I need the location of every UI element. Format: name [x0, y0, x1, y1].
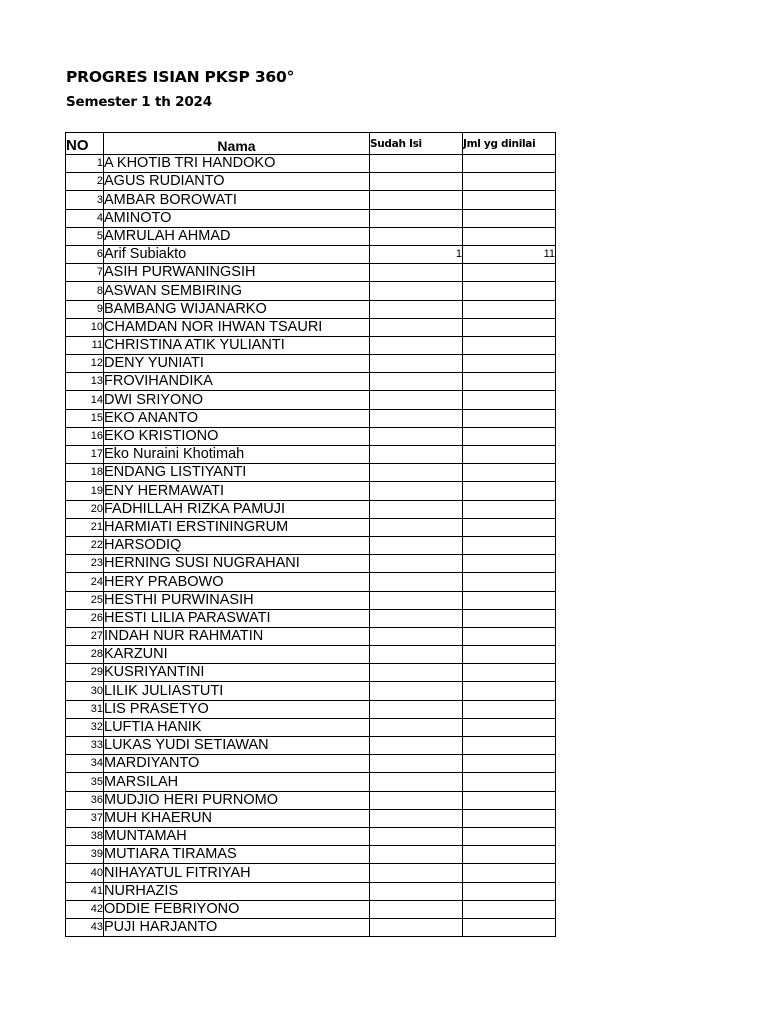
row-sudah-isi-cell[interactable]	[370, 409, 463, 427]
row-sudah-isi-cell[interactable]	[370, 809, 463, 827]
row-sudah-isi-cell[interactable]	[370, 446, 463, 464]
row-jml-dinilai-cell[interactable]	[463, 555, 556, 573]
row-name-cell[interactable]: AMRULAH AHMAD	[104, 227, 370, 245]
row-name-cell[interactable]: AMBAR BOROWATI	[104, 191, 370, 209]
row-number-cell[interactable]: 29	[66, 664, 104, 682]
row-sudah-isi-cell[interactable]	[370, 300, 463, 318]
row-number-cell[interactable]: 40	[66, 864, 104, 882]
row-number-cell[interactable]: 14	[66, 391, 104, 409]
row-name-cell[interactable]: Eko Nuraini Khotimah	[104, 446, 370, 464]
row-sudah-isi-cell[interactable]	[370, 682, 463, 700]
row-sudah-isi-cell[interactable]	[370, 155, 463, 173]
document-subtitle: Semester 1 th 2024	[66, 94, 212, 110]
row-name-cell[interactable]: FROVIHANDIKA	[104, 373, 370, 391]
row-name-cell[interactable]: KUSRIYANTINI	[104, 664, 370, 682]
row-jml-dinilai-cell[interactable]	[463, 791, 556, 809]
table-row	[66, 555, 556, 573]
table-row	[66, 318, 556, 336]
row-jml-dinilai-cell[interactable]	[463, 518, 556, 536]
row-jml-dinilai-cell[interactable]	[463, 227, 556, 245]
row-number-cell[interactable]: 21	[66, 518, 104, 536]
row-number-cell[interactable]: 25	[66, 591, 104, 609]
row-name-cell[interactable]: HARMIATI ERSTININGRUM	[104, 518, 370, 536]
row-name-cell[interactable]: NURHAZIS	[104, 882, 370, 900]
row-number-cell[interactable]: 19	[66, 482, 104, 500]
row-jml-dinilai-cell[interactable]	[463, 609, 556, 627]
table-row	[66, 700, 556, 718]
table-row	[66, 809, 556, 827]
row-name-cell[interactable]: AMINOTO	[104, 209, 370, 227]
row-number-cell[interactable]: 17	[66, 446, 104, 464]
row-name-cell[interactable]: MUDJIO HERI PURNOMO	[104, 791, 370, 809]
row-jml-dinilai-cell[interactable]	[463, 773, 556, 791]
row-name-cell[interactable]: PUJI HARJANTO	[104, 918, 370, 936]
row-number-cell[interactable]: 8	[66, 282, 104, 300]
table-row	[66, 591, 556, 609]
table-row	[66, 227, 556, 245]
row-jml-dinilai-cell[interactable]	[463, 846, 556, 864]
table-row	[66, 300, 556, 318]
row-sudah-isi-cell[interactable]	[370, 718, 463, 736]
row-sudah-isi-cell[interactable]	[370, 191, 463, 209]
table-row	[66, 536, 556, 554]
row-sudah-isi-cell[interactable]	[370, 646, 463, 664]
row-name-cell[interactable]: MARDIYANTO	[104, 755, 370, 773]
row-jml-dinilai-cell[interactable]	[463, 427, 556, 445]
document-title: PROGRES ISIAN PKSP 360°	[66, 68, 295, 86]
row-jml-dinilai-cell[interactable]	[463, 864, 556, 882]
row-number-cell[interactable]: 34	[66, 755, 104, 773]
row-name-cell[interactable]: CHRISTINA ATIK YULIANTI	[104, 336, 370, 354]
row-sudah-isi-cell[interactable]	[370, 518, 463, 536]
row-number-cell[interactable]: 5	[66, 227, 104, 245]
row-name-cell[interactable]: Arif Subiakto	[104, 245, 370, 263]
row-number-cell[interactable]: 16	[66, 427, 104, 445]
header-sudah-isi: Sudah Isi	[370, 133, 463, 155]
row-sudah-isi-cell[interactable]	[370, 882, 463, 900]
row-sudah-isi-cell[interactable]	[370, 791, 463, 809]
header-no: NO	[66, 133, 104, 155]
row-name-cell[interactable]: ODDIE FEBRIYONO	[104, 900, 370, 918]
row-sudah-isi-cell[interactable]	[370, 900, 463, 918]
table-row	[66, 173, 556, 191]
table-row	[66, 609, 556, 627]
row-number-cell[interactable]: 11	[66, 336, 104, 354]
row-jml-dinilai-cell[interactable]	[463, 300, 556, 318]
row-number-cell[interactable]: 31	[66, 700, 104, 718]
row-name-cell[interactable]: LILIK JULIASTUTI	[104, 682, 370, 700]
row-number-cell[interactable]: 15	[66, 409, 104, 427]
row-jml-dinilai-cell[interactable]	[463, 646, 556, 664]
table-row	[66, 482, 556, 500]
header-nama: Nama	[104, 133, 370, 155]
row-jml-dinilai-cell[interactable]	[463, 409, 556, 427]
row-jml-dinilai-cell[interactable]	[463, 264, 556, 282]
table-row	[66, 282, 556, 300]
row-name-cell[interactable]: LUFTIA HANIK	[104, 718, 370, 736]
row-jml-dinilai-cell[interactable]	[463, 318, 556, 336]
table-row	[66, 627, 556, 645]
row-jml-dinilai-cell[interactable]	[463, 700, 556, 718]
row-name-cell[interactable]: HARSODIQ	[104, 536, 370, 554]
row-number-cell[interactable]: 4	[66, 209, 104, 227]
table-row	[66, 664, 556, 682]
row-number-cell[interactable]: 42	[66, 900, 104, 918]
row-number-cell[interactable]: 28	[66, 646, 104, 664]
row-number-cell[interactable]: 23	[66, 555, 104, 573]
row-name-cell[interactable]: ASWAN SEMBIRING	[104, 282, 370, 300]
row-sudah-isi-cell[interactable]	[370, 536, 463, 554]
table-row	[66, 682, 556, 700]
table-row	[66, 773, 556, 791]
table-row	[66, 882, 556, 900]
row-number-cell[interactable]: 39	[66, 846, 104, 864]
row-sudah-isi-cell[interactable]	[370, 355, 463, 373]
row-jml-dinilai-cell[interactable]	[463, 482, 556, 500]
row-jml-dinilai-cell[interactable]	[463, 664, 556, 682]
row-sudah-isi-cell[interactable]	[370, 700, 463, 718]
row-number-cell[interactable]: 30	[66, 682, 104, 700]
row-sudah-isi-cell[interactable]	[370, 846, 463, 864]
row-jml-dinilai-cell[interactable]	[463, 464, 556, 482]
row-name-cell[interactable]: KARZUNI	[104, 646, 370, 664]
table-row	[66, 336, 556, 354]
table-row	[66, 646, 556, 664]
row-name-cell[interactable]: A KHOTIB TRI HANDOKO	[104, 155, 370, 173]
row-name-cell[interactable]: MARSILAH	[104, 773, 370, 791]
row-jml-dinilai-cell[interactable]	[463, 391, 556, 409]
row-number-cell[interactable]: 24	[66, 573, 104, 591]
row-sudah-isi-cell[interactable]	[370, 664, 463, 682]
row-number-cell[interactable]: 20	[66, 500, 104, 518]
row-name-cell[interactable]: HERNING SUSI NUGRAHANI	[104, 555, 370, 573]
row-jml-dinilai-cell[interactable]	[463, 536, 556, 554]
row-sudah-isi-cell[interactable]	[370, 427, 463, 445]
row-number-cell[interactable]: 22	[66, 536, 104, 554]
row-sudah-isi-cell[interactable]	[370, 591, 463, 609]
row-jml-dinilai-cell[interactable]	[463, 591, 556, 609]
row-number-cell[interactable]: 13	[66, 373, 104, 391]
row-jml-dinilai-cell[interactable]	[463, 573, 556, 591]
table-row	[66, 373, 556, 391]
table-row	[66, 573, 556, 591]
row-sudah-isi-cell[interactable]	[370, 391, 463, 409]
row-jml-dinilai-cell[interactable]	[463, 809, 556, 827]
row-name-cell[interactable]: MUNTAMAH	[104, 827, 370, 845]
row-jml-dinilai-cell[interactable]	[463, 500, 556, 518]
row-jml-dinilai-cell[interactable]	[463, 191, 556, 209]
table-row	[66, 918, 556, 936]
row-jml-dinilai-cell[interactable]	[463, 173, 556, 191]
row-number-cell[interactable]: 35	[66, 773, 104, 791]
row-number-cell[interactable]: 1	[66, 155, 104, 173]
row-sudah-isi-cell[interactable]	[370, 209, 463, 227]
row-sudah-isi-cell[interactable]	[370, 573, 463, 591]
row-jml-dinilai-cell[interactable]	[463, 827, 556, 845]
row-sudah-isi-cell[interactable]	[370, 827, 463, 845]
row-jml-dinilai-cell[interactable]	[463, 737, 556, 755]
row-name-cell[interactable]: NIHAYATUL FITRIYAH	[104, 864, 370, 882]
row-name-cell[interactable]: HERY PRABOWO	[104, 573, 370, 591]
table-row	[66, 518, 556, 536]
row-number-cell[interactable]: 26	[66, 609, 104, 627]
table-row	[66, 718, 556, 736]
row-sudah-isi-cell[interactable]: 1	[370, 245, 463, 263]
table-row	[66, 391, 556, 409]
table-row	[66, 409, 556, 427]
row-number-cell[interactable]: 3	[66, 191, 104, 209]
row-sudah-isi-cell[interactable]	[370, 464, 463, 482]
row-jml-dinilai-cell[interactable]: 11	[463, 245, 556, 263]
row-name-cell[interactable]: ENY HERMAWATI	[104, 482, 370, 500]
row-name-cell[interactable]: ASIH PURWANINGSIH	[104, 264, 370, 282]
table-row	[66, 500, 556, 518]
row-number-cell[interactable]: 2	[66, 173, 104, 191]
row-name-cell[interactable]: BAMBANG WIJANARKO	[104, 300, 370, 318]
row-name-cell[interactable]: EKO KRISTIONO	[104, 427, 370, 445]
table-row	[66, 209, 556, 227]
row-name-cell[interactable]: DENY YUNIATI	[104, 355, 370, 373]
row-sudah-isi-cell[interactable]	[370, 173, 463, 191]
header-jml-dinilai: Jml yg dinilai	[463, 133, 556, 155]
row-name-cell[interactable]: HESTI LILIA PARASWATI	[104, 609, 370, 627]
row-jml-dinilai-cell[interactable]	[463, 682, 556, 700]
row-number-cell[interactable]: 27	[66, 627, 104, 645]
row-sudah-isi-cell[interactable]	[370, 373, 463, 391]
row-name-cell[interactable]: FADHILLAH RIZKA PAMUJI	[104, 500, 370, 518]
row-number-cell[interactable]: 9	[66, 300, 104, 318]
row-sudah-isi-cell[interactable]	[370, 264, 463, 282]
row-number-cell[interactable]: 33	[66, 737, 104, 755]
row-sudah-isi-cell[interactable]	[370, 500, 463, 518]
table-row	[66, 791, 556, 809]
progress-table	[65, 132, 556, 937]
table-row	[66, 737, 556, 755]
row-sudah-isi-cell[interactable]	[370, 482, 463, 500]
row-name-cell[interactable]: AGUS RUDIANTO	[104, 173, 370, 191]
table-row	[66, 427, 556, 445]
row-sudah-isi-cell[interactable]	[370, 918, 463, 936]
table-row	[66, 264, 556, 282]
row-jml-dinilai-cell[interactable]	[463, 718, 556, 736]
row-name-cell[interactable]: LUKAS YUDI SETIAWAN	[104, 737, 370, 755]
row-name-cell[interactable]: EKO ANANTO	[104, 409, 370, 427]
row-number-cell[interactable]: 36	[66, 791, 104, 809]
row-jml-dinilai-cell[interactable]	[463, 446, 556, 464]
row-sudah-isi-cell[interactable]	[370, 282, 463, 300]
row-sudah-isi-cell[interactable]	[370, 627, 463, 645]
table-row	[66, 864, 556, 882]
row-jml-dinilai-cell[interactable]	[463, 155, 556, 173]
row-name-cell[interactable]: ENDANG LISTIYANTI	[104, 464, 370, 482]
row-name-cell[interactable]: MUTIARA TIRAMAS	[104, 846, 370, 864]
row-name-cell[interactable]: DWI SRIYONO	[104, 391, 370, 409]
row-number-cell[interactable]: 37	[66, 809, 104, 827]
table-row	[66, 755, 556, 773]
row-jml-dinilai-cell[interactable]	[463, 209, 556, 227]
row-jml-dinilai-cell[interactable]	[463, 918, 556, 936]
row-jml-dinilai-cell[interactable]	[463, 355, 556, 373]
table-row	[66, 155, 556, 173]
row-jml-dinilai-cell[interactable]	[463, 882, 556, 900]
row-sudah-isi-cell[interactable]	[370, 755, 463, 773]
row-name-cell[interactable]: INDAH NUR RAHMATIN	[104, 627, 370, 645]
row-name-cell[interactable]: LIS PRASETYO	[104, 700, 370, 718]
row-sudah-isi-cell[interactable]	[370, 773, 463, 791]
row-sudah-isi-cell[interactable]	[370, 609, 463, 627]
table-row	[66, 464, 556, 482]
row-number-cell[interactable]: 10	[66, 318, 104, 336]
row-jml-dinilai-cell[interactable]	[463, 373, 556, 391]
table-row	[66, 900, 556, 918]
table-row	[66, 446, 556, 464]
row-number-cell[interactable]: 6	[66, 245, 104, 263]
row-sudah-isi-cell[interactable]	[370, 318, 463, 336]
row-name-cell[interactable]: MUH KHAERUN	[104, 809, 370, 827]
row-number-cell[interactable]: 41	[66, 882, 104, 900]
table-header-row	[66, 133, 556, 155]
row-number-cell[interactable]: 7	[66, 264, 104, 282]
row-jml-dinilai-cell[interactable]	[463, 336, 556, 354]
row-number-cell[interactable]: 18	[66, 464, 104, 482]
row-jml-dinilai-cell[interactable]	[463, 627, 556, 645]
row-name-cell[interactable]: HESTHI PURWINASIH	[104, 591, 370, 609]
row-jml-dinilai-cell[interactable]	[463, 282, 556, 300]
row-sudah-isi-cell[interactable]	[370, 864, 463, 882]
table-row	[66, 245, 556, 263]
row-number-cell[interactable]: 12	[66, 355, 104, 373]
row-sudah-isi-cell[interactable]	[370, 737, 463, 755]
table-row	[66, 355, 556, 373]
row-sudah-isi-cell[interactable]	[370, 336, 463, 354]
row-sudah-isi-cell[interactable]	[370, 555, 463, 573]
table-row	[66, 827, 556, 845]
table-row	[66, 846, 556, 864]
row-number-cell[interactable]: 38	[66, 827, 104, 845]
row-sudah-isi-cell[interactable]	[370, 227, 463, 245]
row-jml-dinilai-cell[interactable]	[463, 900, 556, 918]
row-number-cell[interactable]: 43	[66, 918, 104, 936]
row-number-cell[interactable]: 32	[66, 718, 104, 736]
table-row	[66, 191, 556, 209]
row-name-cell[interactable]: CHAMDAN NOR IHWAN TSAURI	[104, 318, 370, 336]
row-jml-dinilai-cell[interactable]	[463, 755, 556, 773]
